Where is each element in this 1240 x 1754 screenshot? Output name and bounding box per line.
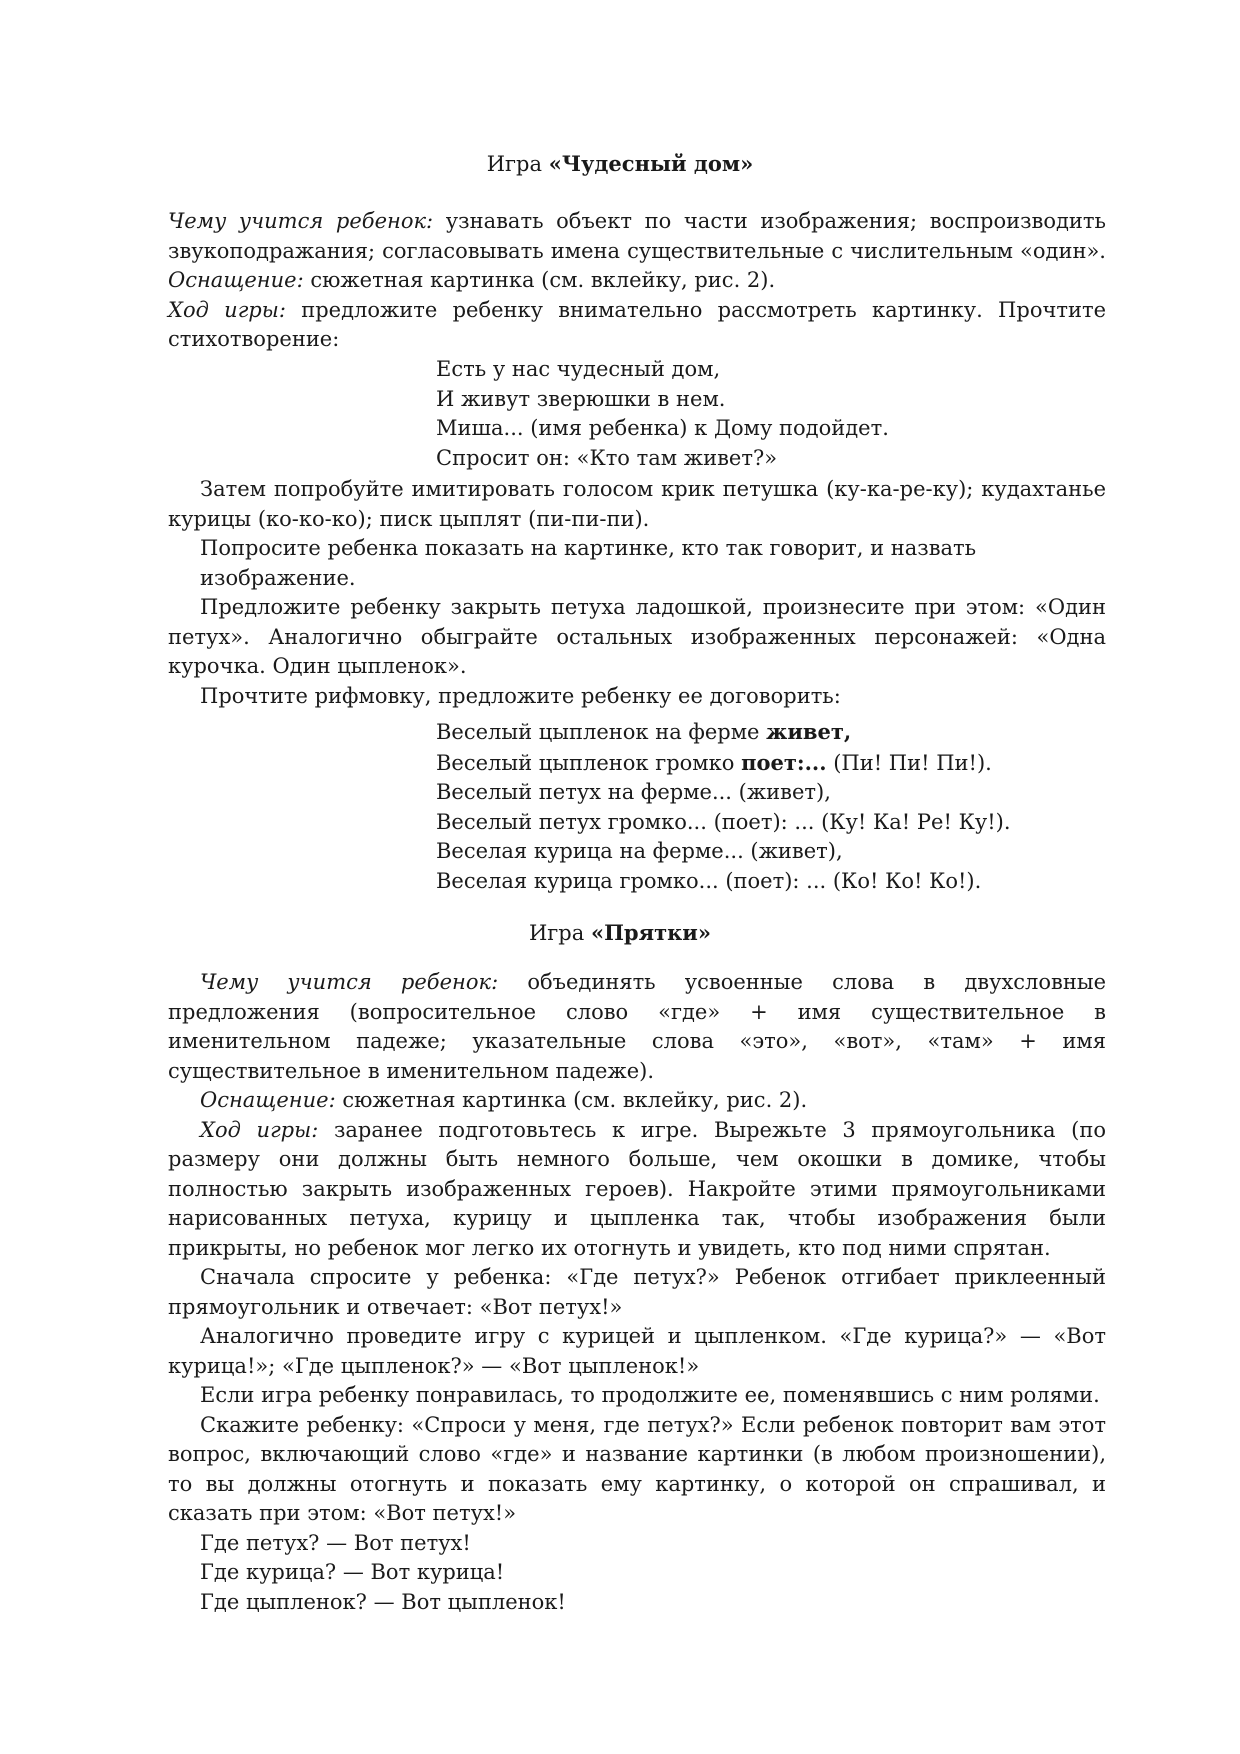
- game2-body: [168, 968, 1106, 1617]
- poem-line: И живут зверюшки в нем.: [436, 386, 726, 411]
- paragraph-roles: Если игра ребенку понравилась, то продолжите ее, поменявшись с ним ролями.: [200, 1383, 1100, 1407]
- game2-course-paragraph: Ход игры: заранее подготовьтесь к игре. Вырежьте 3 прямоугольника (по размеру они должны быть немного больше, чем окошки в домике, чтобы полностью закрыть изображенных героев). Накройте этими прямоугольниками нарисованных петуха, курицу и цыпленка так, чтобы изображения были прикрыты, но ребенок мог легко их отогнуть и увидеть, кто под ними спрятан.: [168, 1117, 1106, 1260]
- rhyme-line: Веселый петух громко... (поет): ... (Ку! Ка! Ре! Ку!).: [436, 809, 1011, 834]
- game1-rhyme: [436, 717, 1011, 896]
- paragraph-ask: Попросите ребенка показать на картинке, кто так говорит, и назвать изображение.: [200, 536, 977, 590]
- equip-label: Оснащение:: [200, 1088, 336, 1112]
- paragraph-say: Скажите ребенку: «Спроси у меня, где петух?» Если ребенок повторит вам этот вопрос, включающий слово «где» и название картинки (в любом произношении), то вы должны отогнуть и показать ему картинку, о которой он спрашивал, и сказать при этом: «Вот петух!»: [168, 1412, 1106, 1525]
- game2-equip-paragraph: Оснащение: сюжетная картинка (см. вклейку, рис. 2).: [200, 1088, 808, 1112]
- rhyme-line: Веселый петух на ферме... (живет),: [436, 780, 831, 804]
- rhyme-line: Веселый цыпленок громко поет:... (Пи! Пи! Пи!).: [436, 749, 992, 775]
- dialog-line: Где курица? — Вот курица!: [200, 1560, 505, 1584]
- game1-title: Игра «Чудесный дом»: [486, 151, 754, 176]
- game1-instructions: [168, 475, 1106, 711]
- course-label: Ход игры:: [200, 1117, 319, 1142]
- game1-intro-paragraph: Чему учится ребенок: узнавать объект по части изображения; воспроизводить звукоподражания; согласовывать имена существительные с числительным «один». Оснащение: сюжетная картинка (см. вклейку, рис. 2). Ход игры: предложите ребенку внимательно рассмотреть картинку. Прочтите стихотворение:: [168, 209, 1107, 351]
- paragraph-rhyme-intro: Прочтите рифмовку, предложите ребенку ее договорить:: [200, 683, 841, 708]
- game1-intro: [168, 207, 1106, 355]
- learns-label: Чему учится ребенок:: [168, 209, 434, 233]
- rhyme-line: Веселый цыпленок на ферме живет,: [436, 719, 852, 744]
- poem-line: Спросит он: «Кто там живет?»: [436, 445, 778, 470]
- paragraph-cover: Предложите ребенку закрыть петуха ладошкой, произнесите при этом: «Один петух». Аналогично обыграйте остальных изображенных персонажей: «Одна курочка. Один цыпленок».: [168, 595, 1106, 678]
- course-label: Ход игры:: [168, 297, 286, 322]
- rhyme-line: Веселая курица на ферме... (живет),: [436, 839, 843, 863]
- dialog-line: Где петух? — Вот петух!: [200, 1530, 471, 1555]
- game2-title: Игра «Прятки»: [528, 920, 711, 945]
- game2-learns-paragraph: Чему учится ребенок: объединять усвоенные слова в двухсловные предложения (вопросительное слово «где» + имя существительное в именительном падеже; указательные слова «это», «вот», «там» + имя существительное в именительном падеже).: [168, 970, 1106, 1083]
- game1-poem: [436, 355, 889, 473]
- rhyme-line: Веселая курица громко... (поет): ... (Ко! Ко! Ко!).: [436, 868, 982, 893]
- paragraph-first: Сначала спросите у ребенка: «Где петух?» Ребенок отгибает приклеенный прямоугольник и отвечает: «Вот петух!»: [168, 1265, 1106, 1319]
- learns-label: Чему учится ребенок:: [200, 970, 499, 994]
- poem-line: Миша... (имя ребенка) к Дому подойдет.: [436, 416, 889, 440]
- paragraph-similar: Аналогично проведите игру с курицей и цыпленком. «Где курица?» — «Вот курица!»; «Где цыпленок?» — «Вот цыпленок!»: [168, 1324, 1106, 1378]
- paragraph-imitate: Затем попробуйте имитировать голосом крик петушка (ку-ка-ре-ку); кудахтанье курицы (ко-ко-ко); писк цыплят (пи-пи-пи).: [168, 477, 1106, 531]
- poem-line: Есть у нас чудесный дом,: [436, 357, 721, 381]
- dialog-line: Где цыпленок? — Вот цыпленок!: [200, 1589, 566, 1614]
- equip-label: Оснащение:: [168, 268, 304, 292]
